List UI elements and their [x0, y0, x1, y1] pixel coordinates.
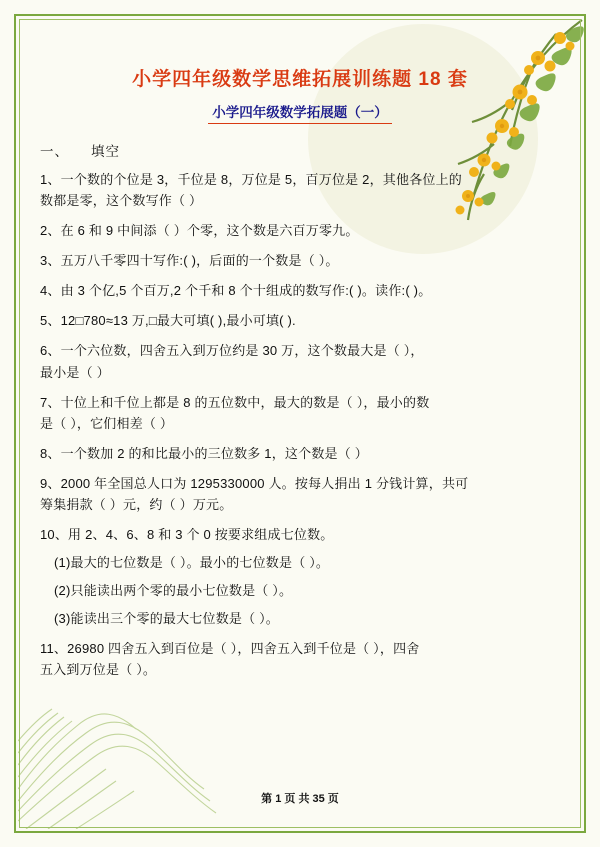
- question-item: 7、十位上和千位上都是 8 的五位数中，最大的数是（ ），最小的数: [40, 394, 430, 410]
- question-item: 8、一个数加 2 的和比最小的三位数多 1，这个数是（ ）: [40, 445, 368, 461]
- question-item: 最小是（ ）: [40, 364, 110, 380]
- question-item: 9、2000 年全国总人口为 1295330000 人。按每人捐出 1 分钱计算，共可: [40, 475, 469, 491]
- question-item: 11、26980 四舍五入到百位是（ ），四舍五入到千位是（ ），四舍: [40, 640, 420, 656]
- question-subitem: (2)只能读出两个零的最小七位数是（ ）。: [54, 582, 293, 598]
- question-item: 10、用 2、4、6、8 和 3 个 0 按要求组成七位数。: [40, 526, 334, 542]
- section-number: 一、: [40, 144, 69, 160]
- page-footer: 第 1 页 共 35 页: [261, 793, 339, 805]
- question-item: 五入到万位是（ ）。: [40, 662, 157, 678]
- question-item: 6、一个六位数，四舍五入到万位约是 30 万，这个数最大是（ ），: [40, 343, 424, 359]
- question-item: 2、在 6 和 9 中间添（ ）个零，这个数是六百万零九。: [40, 223, 359, 239]
- subtitle-wrapper: [40, 105, 560, 124]
- question-subitem: (3)能读出三个零的最大七位数是（ ）。: [54, 610, 280, 626]
- document-content: [40, 52, 560, 812]
- document-subtitle: 小学四年级数学拓展题（一）: [208, 105, 392, 124]
- question-item: 数都是零，这个数写作（ ）: [40, 193, 203, 209]
- page-title: 小学四年级数学思维拓展训练题 18 套: [132, 69, 468, 90]
- question-item: 4、由 3 个亿,5 个百万,2 个千和 8 个十组成的数写作:( )。读作:( )。: [40, 283, 432, 299]
- question-item: 3、五万八千零四十写作:( )，后面的一个数是（ ）。: [40, 253, 339, 269]
- section-label: 填空: [91, 144, 120, 160]
- question-item: 1、一个数的个位是 3，千位是 8，万位是 5，百万位是 2，其他各位上的: [40, 172, 462, 188]
- question-subitem: (1)最大的七位数是（ ）。最小的七位数是（ ）。: [54, 554, 330, 570]
- section-heading: [40, 140, 560, 160]
- question-item: 筹集捐款（ ）元，约（ ）万元。: [40, 496, 233, 512]
- question-item: 5、12□780≈13 万,□最大可填( ),最小可填( ).: [40, 313, 296, 329]
- question-item: 是（ ），它们相差（ ）: [40, 415, 174, 431]
